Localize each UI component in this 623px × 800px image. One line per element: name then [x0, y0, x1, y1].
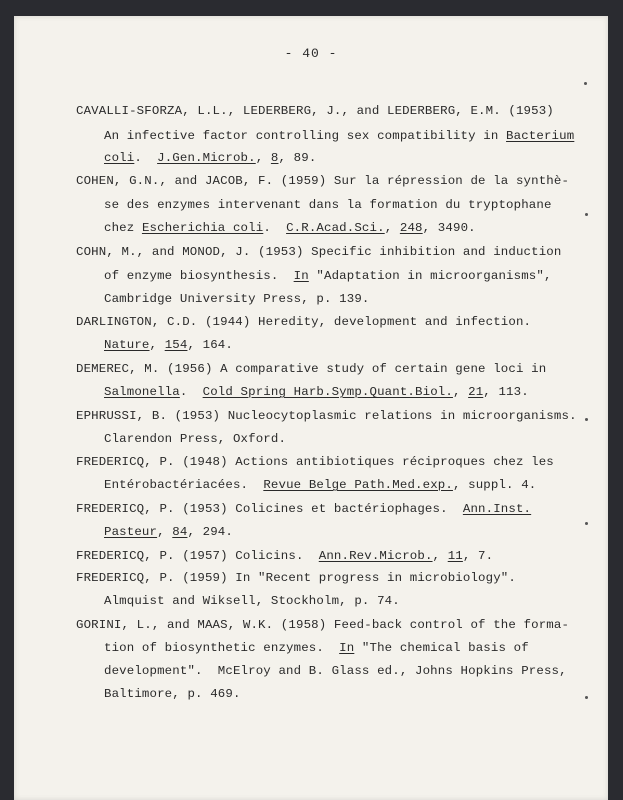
- reference-text: GORINI, L., and MAAS, W.K. (1958) Feed-back control of the forma-: [76, 618, 570, 632]
- reference-text: ,: [255, 151, 271, 165]
- reference-text: ,: [149, 338, 165, 352]
- paper-mark: [585, 522, 588, 525]
- reference-text: se des enzymes intervenant dans la formation du tryptophane: [104, 198, 552, 212]
- reference-text: CAVALLI-SFORZA, L.L., LEDERBERG, J., and LEDERBERG, E.M. (1953): [76, 104, 554, 118]
- reference-text: , 89.: [278, 151, 317, 165]
- reference-continuation-line: [104, 385, 529, 399]
- underlined-citation-text: Revue Belge Path.Med.exp.: [263, 478, 453, 492]
- underlined-citation-text: Ann.Inst.: [462, 502, 532, 516]
- reference-first-line: [76, 315, 531, 329]
- reference-text: An infective factor controlling sex compatibility in: [104, 129, 507, 143]
- reference-text: FREDERICQ, P. (1948) Actions antibiotiques réciproques chez les: [76, 455, 554, 469]
- reference-text: FREDERICQ, P. (1959) In "Recent progress in microbiology".: [76, 571, 516, 585]
- page-number: - 40 -: [284, 46, 338, 61]
- reference-first-line: [76, 571, 516, 585]
- underlined-citation-text: 21: [468, 385, 484, 399]
- reference-first-line: [76, 362, 546, 376]
- underlined-citation-text: coli: [104, 151, 135, 165]
- reference-continuation-line: [104, 641, 529, 655]
- reference-continuation-line: [104, 221, 476, 235]
- reference-text: Almquist and Wiksell, Stockholm, p. 74.: [104, 594, 400, 608]
- reference-continuation-line: [104, 687, 241, 701]
- reference-text: tion of biosynthetic enzymes.: [104, 641, 340, 655]
- reference-continuation-line: [104, 432, 286, 446]
- reference-first-line: [76, 455, 554, 469]
- reference-text: FREDERICQ, P. (1957) Colicins.: [76, 549, 319, 563]
- reference-continuation-line: [104, 478, 536, 492]
- reference-continuation-line: [104, 198, 552, 212]
- underlined-citation-text: Nature: [104, 338, 150, 352]
- reference-text: , 3490.: [422, 221, 476, 235]
- underlined-citation-text: J.Gen.Microb.: [157, 151, 256, 165]
- reference-text: Cambridge University Press, p. 139.: [104, 292, 370, 306]
- reference-first-line: [76, 618, 569, 632]
- underlined-citation-text: 84: [172, 525, 188, 539]
- paper-mark: [585, 418, 588, 421]
- reference-continuation-line: [104, 664, 567, 678]
- reference-text: Baltimore, p. 469.: [104, 687, 241, 701]
- underlined-citation-text: Salmonella: [104, 385, 180, 399]
- reference-continuation-line: [104, 129, 574, 143]
- reference-text: COHN, M., and MONOD, J. (1953) Specific inhibition and induction: [76, 245, 562, 259]
- underlined-citation-text: Bacterium: [506, 129, 575, 143]
- underlined-citation-text: C.R.Acad.Sci.: [286, 221, 385, 235]
- paper-mark: [584, 82, 587, 85]
- reference-continuation-line: [104, 269, 552, 283]
- reference-text: DARLINGTON, C.D. (1944) Heredity, development and infection.: [76, 315, 532, 329]
- reference-text: , 113.: [483, 385, 529, 399]
- underlined-citation-text: In: [339, 641, 355, 655]
- reference-first-line: [76, 245, 561, 259]
- reference-continuation-line: [104, 292, 370, 306]
- reference-text: FREDERICQ, P. (1953) Colicines et bactériophages.: [76, 502, 463, 516]
- reference-text: Clarendon Press, Oxford.: [104, 432, 287, 446]
- underlined-citation-text: Pasteur: [104, 525, 158, 539]
- reference-text: , suppl. 4.: [452, 478, 537, 492]
- reference-text: ,: [432, 549, 448, 563]
- reference-text: , 294.: [187, 525, 233, 539]
- reference-continuation-line: [104, 525, 233, 539]
- underlined-citation-text: 248: [399, 221, 423, 235]
- underlined-citation-text: Cold Spring Harb.Symp.Quant.Biol.: [202, 385, 453, 399]
- reference-text: of enzyme biosynthesis.: [104, 269, 294, 283]
- reference-text: chez: [104, 221, 142, 235]
- reference-first-line: [76, 549, 493, 563]
- typed-page: [14, 16, 608, 800]
- reference-first-line: [76, 174, 569, 188]
- underlined-citation-text: 11: [447, 549, 463, 563]
- reference-text: , 7.: [462, 549, 494, 563]
- reference-continuation-line: [104, 594, 400, 608]
- reference-text: .: [134, 151, 158, 165]
- reference-text: EPHRUSSI, B. (1953) Nucleocytoplasmic relations in microorganisms.: [76, 409, 577, 423]
- reference-first-line: [76, 409, 577, 423]
- reference-text: "The chemical basis of: [354, 641, 529, 655]
- paper-mark: [585, 213, 588, 216]
- underlined-citation-text: Ann.Rev.Microb.: [318, 549, 433, 563]
- reference-text: DEMEREC, M. (1956) A comparative study of certain gene loci in: [76, 362, 547, 376]
- reference-first-line: [76, 104, 554, 118]
- reference-text: ,: [157, 525, 173, 539]
- reference-text: ,: [384, 221, 400, 235]
- reference-text: ,: [452, 385, 469, 399]
- reference-continuation-line: [104, 151, 316, 165]
- paper-mark: [585, 696, 588, 699]
- underlined-citation-text: Escherichia coli: [141, 221, 264, 235]
- reference-text: , 164.: [187, 338, 233, 352]
- reference-first-line: [76, 502, 531, 516]
- reference-text: .: [179, 385, 203, 399]
- reference-text: COHEN, G.N., and JACOB, F. (1959) Sur la répression de la synthè-: [76, 174, 570, 188]
- reference-text: "Adaptation in microorganisms",: [308, 269, 552, 283]
- reference-text: .: [263, 221, 287, 235]
- underlined-citation-text: In: [293, 269, 309, 283]
- reference-text: Entérobactériacées.: [104, 478, 264, 492]
- reference-continuation-line: [104, 338, 233, 352]
- underlined-citation-text: 154: [164, 338, 188, 352]
- reference-text: development". McElroy and B. Glass ed., Johns Hopkins Press,: [104, 664, 567, 678]
- underlined-citation-text: 8: [270, 151, 279, 165]
